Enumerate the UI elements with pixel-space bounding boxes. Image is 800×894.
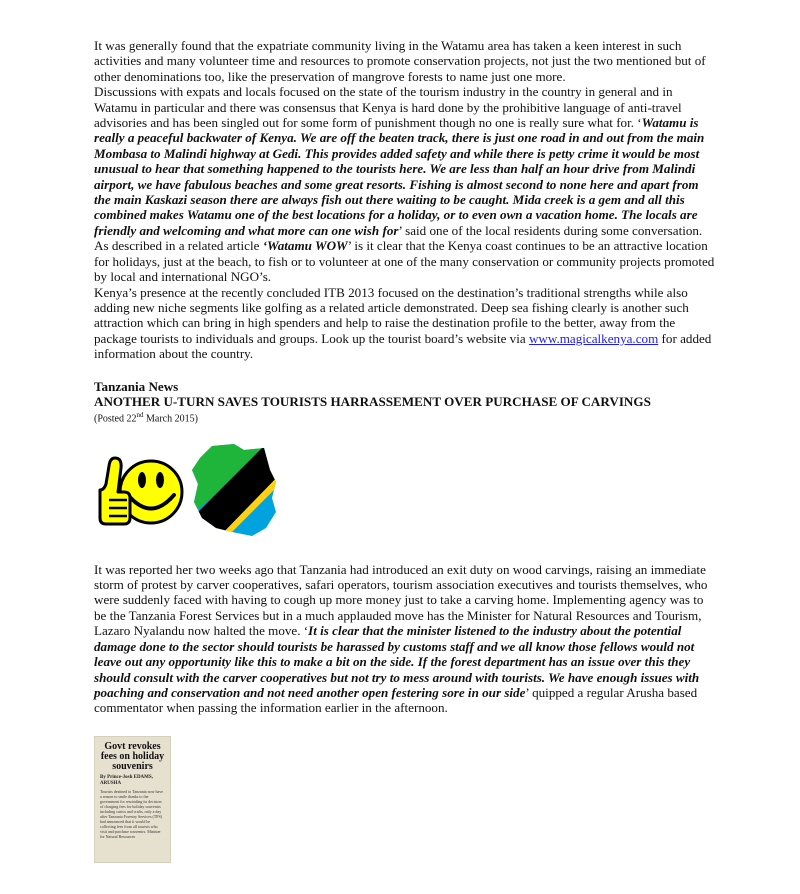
article1-p4-text: Kenya’s presence at the recently concluded ITB 2013 focused on the destination’s traditional strengths while also adding new niche segments like golfing as a related article demonstrated. Deep sea fishing clearly is another such attraction which can bring in high spenders and help to raise the destination profile to the better, away from the package tourists to individuals and groups. Look up the tourist board’s website via xyxy=(94,284,689,346)
clipping-headline: Govt revokes fees on holiday souvenirs xyxy=(100,740,165,772)
article1-paragraph-1: It was generally found that the expatriate community living in the Watamu area has taken a keen interest in such activities and many volunteer time and resources to promote conservation projects, not just the two mentioned but of other denominations too, like the preservation of mangrove forests to name just one more. xyxy=(94,38,706,84)
tanzania-flag-map-icon xyxy=(184,440,284,540)
article1-p2-end: ’ said one of the local residents during some conversation. xyxy=(398,222,703,238)
article2-p1-end: ’ quipped a regular Arusha based commentator when passing the information earlier in the afternoon. xyxy=(94,684,698,716)
arusha-commentator-quote: It is clear that the minister listened to the industry about the potential damage done to the sector should tourists be harassed by customs staff and we all know those fellows would not leave out any opportunity like this to make a bit on the side. If the forest department has an issue over this they should consult with the carver cooperatives but not try to mess around with tourists. We have enough issues with poaching and conservation and not need another open festering sore in our side xyxy=(94,623,700,700)
article1-p4-end: for added information about the country. xyxy=(94,330,712,362)
posted-date xyxy=(94,409,716,425)
article-images xyxy=(94,440,716,540)
article2-p1-text: It was reported her two weeks ago that Tanzania had introduced an exit duty on wood carvings, raising an immediate storm of protest by carver cooperatives, safari operators, tourism association executives and tourists themselves, who were suddenly faced with having to cough up more money just to take a carving home. Implementing agency was to be the Tanzania Forest Services but in a much applauded move has the Minister for Natural Resources and Tourism, Lazaro Nyalandu now halted the move. ‘ xyxy=(94,561,708,639)
article1-paragraph-3 xyxy=(94,238,716,284)
thumbs-up-smiley-icon xyxy=(100,458,182,524)
watamu-wow-title: ‘Watamu WOW xyxy=(262,238,348,254)
posted-date-sup: nd xyxy=(136,411,144,420)
article-headline: ANOTHER U-TURN SAVES TOURISTS HARRASSEMENT OVER PURCHASE OF CARVINGS xyxy=(94,393,651,409)
article1-paragraph-4 xyxy=(94,285,716,362)
document-page xyxy=(94,38,716,863)
magicalkenya-link[interactable]: www.magicalkenya.com xyxy=(528,330,659,346)
article1-p2-text: Discussions with expats and locals focused on the state of the tourism industry in the country in general and in Watamu in particular and there was consensus that Kenya is hard done by the prohibitive language of anti-travel advisories and has been singled out for some form of punishment though no one is really sure what for. ‘ xyxy=(94,84,682,131)
posted-date-post: March 2015) xyxy=(143,413,198,425)
clipping-body: Tourists destined to Tanzania now have a reason to smile thanks to the government for rescinding its decision of charging fees for holiday souvenirs including curios and crafts, only a day after Tanzania Forestry Services (TFS) had announced that it would be collecting fees from all tourists who visit and purchase souvenirs. Minister for Natural Resources xyxy=(100,788,164,839)
article1-paragraph-2 xyxy=(94,84,716,238)
article-illustration xyxy=(94,440,284,540)
watamu-resident-quote: Watamu is really a peaceful backwater of Kenya. We are off the beaten track, there is just one road in and out from the main Mombasa to Malindi highway at Gedi. This provides added safety and while there is petty crime it would be most unusual to hear that something happened to the tourists here. We are less than half an hour drive from Malindi airport, we have fabulous beaches and some great resorts. Fishing is almost second to none here and apart from the main Kaskazi season there are always fish out there waiting to be caught. Mida creek is a gem and all this combined makes Watamu one of the best locations for a holiday, or to even own a vacation home. The locals are friendly and welcoming and what more can one wish for xyxy=(94,115,705,238)
article2-paragraph-1 xyxy=(94,562,716,716)
newspaper-clipping-image xyxy=(94,736,171,863)
section-label: Tanzania News xyxy=(94,378,179,394)
article1-p3-end: ’ is it clear that the Kenya coast continues to be an attractive location for holidays, just at the beach, to fish or to volunteer at one of the many conservation or community projects promoted by local and international NGO’s. xyxy=(94,238,715,285)
article1-p3-text: As described in a related article xyxy=(94,238,263,254)
posted-date-pre: (Posted 22 xyxy=(94,413,137,425)
clipping-byline: By Prince-Josh EDAMS, ARUSHA xyxy=(100,774,153,786)
